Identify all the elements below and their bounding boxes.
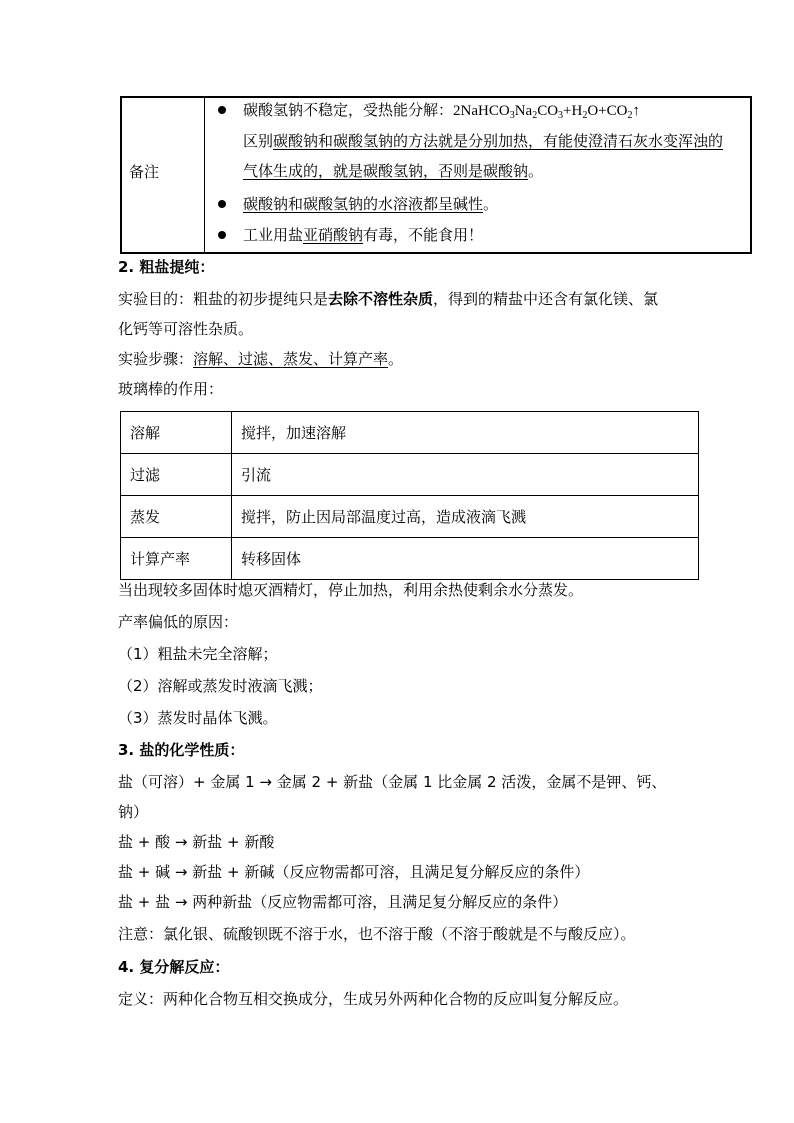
glass-rod-title: 玻璃棒的作用：: [118, 380, 224, 398]
remark-bullet-1-line-1: [243, 99, 640, 122]
remark-content: [207, 98, 750, 252]
definition-line: 定义：两种化合物互相交换成分，生成另外两种化合物的反应叫复分解反应。: [118, 990, 629, 1008]
purpose-line-1: 实验目的：粗盐的初步提纯只是去除不溶性杂质，得到的精盐中还含有氯化镁、氯: [118, 290, 659, 308]
remark-bullet-1-line-3: 气体生成的，就是碳酸氢钠，否则是碳酸钠。: [243, 162, 544, 180]
reason-3: （3）蒸发时晶体飞溅。: [118, 709, 278, 727]
reaction-4: 盐 + 盐 → 两种新盐（反应物需都可溶，且满足复分解反应的条件）: [118, 893, 568, 911]
bullet-icon: [218, 231, 226, 239]
section-3-heading: 3. 盐的化学性质：: [118, 741, 245, 759]
remark-label-cell: [122, 98, 205, 252]
section-4-heading: 4. 复分解反应：: [118, 958, 230, 976]
purpose-line-2: 化钙等可溶性杂质。: [118, 320, 254, 338]
low-yield-title: 产率偏低的原因：: [118, 613, 239, 631]
remark-table: [120, 96, 752, 254]
glass-rod-table: [120, 411, 699, 580]
section-2-heading: 2. 粗盐提纯：: [118, 258, 215, 276]
bullet-icon: [218, 106, 226, 114]
reaction-1-line-2: 钠）: [118, 803, 149, 821]
remark-bullet-1-line-2: 区别碳酸钠和碳酸氢钠的方法就是分别加热，有能使澄清石灰水变浑浊的: [243, 132, 724, 150]
table-cell-role: 搅拌，防止因局部温度过高，造成液滴飞溅: [232, 496, 699, 538]
remark-bullet-3: 工业用盐亚硝酸钠有毒，不能食用！: [243, 226, 484, 244]
remark-label: 备注: [129, 163, 160, 181]
table-cell-role: 转移固体: [232, 538, 699, 580]
reaction-2: 盐 + 酸 → 新盐 + 新酸: [118, 833, 275, 851]
table-cell-step: 计算产率: [121, 538, 232, 580]
table-cell-step: 蒸发: [121, 496, 232, 538]
table-cell-step: 溶解: [121, 412, 232, 454]
reason-1: （1）粗盐未完全溶解；: [118, 645, 278, 663]
table-cell-role: 搅拌，加速溶解: [232, 412, 699, 454]
reaction-1-line-1: 盐（可溶）+ 金属 1 → 金属 2 + 新盐（金属 1 比金属 2 活泼，金属不是钾、钙、: [118, 773, 667, 791]
remark-text: 碳酸氢钠不稳定，受热能分解：: [243, 101, 454, 119]
table-cell-step: 过滤: [121, 454, 232, 496]
steps-line: 实验步骤：溶解、过滤、蒸发、计算产率。: [118, 350, 404, 368]
table-row: [121, 412, 699, 454]
table-row: [121, 538, 699, 580]
after-table-text: 当出现较多固体时熄灭酒精灯，停止加热，利用余热使剩余水分蒸发。: [118, 581, 584, 599]
reaction-3: 盐 + 碱 → 新盐 + 新碱（反应物需都可溶，且满足复分解反应的条件）: [118, 863, 590, 881]
table-cell-role: 引流: [232, 454, 699, 496]
remark-bullet-2: 碳酸钠和碳酸氢钠的水溶液都呈碱性。: [243, 195, 499, 213]
bullet-icon: [218, 200, 226, 208]
reason-2: （2）溶解或蒸发时液滴飞溅；: [118, 677, 323, 695]
table-row: [121, 454, 699, 496]
table-row: [121, 496, 699, 538]
decomposition-formula: $2NaHCO_3Na_2CO_3+H_2O+CO_2↑$: [453, 103, 640, 121]
note-line: 注意：氯化银、硫酸钡既不溶于水，也不溶于酸（不溶于酸就是不与酸反应）。: [118, 925, 636, 943]
